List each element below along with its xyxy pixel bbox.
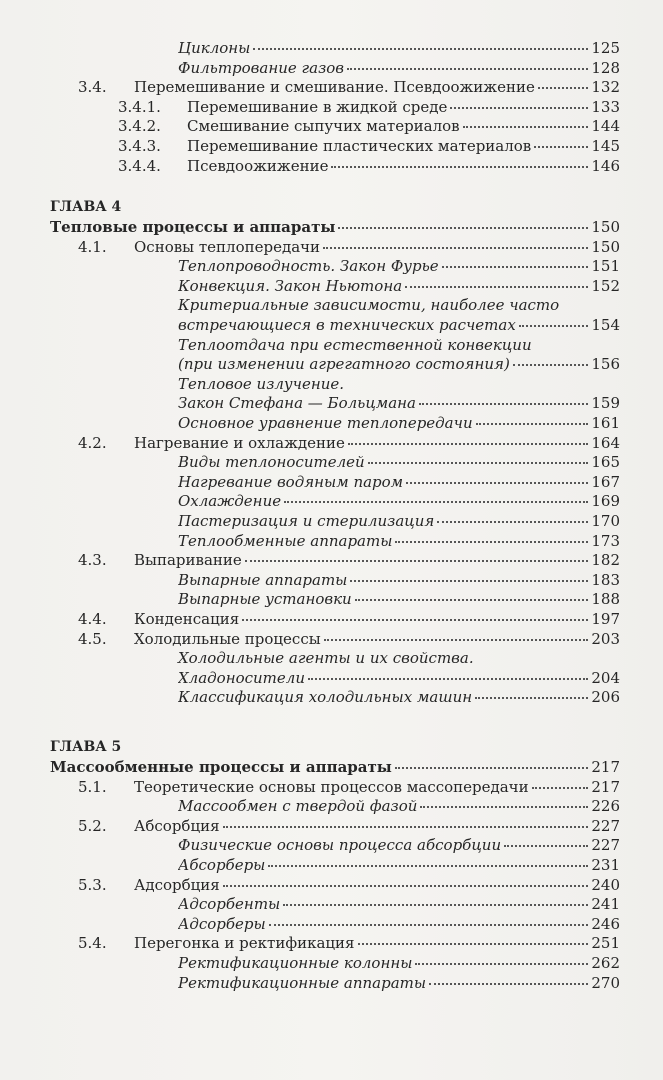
- toc-entry-title: Абсорбция: [134, 816, 220, 835]
- toc-entry-adsorbery[interactable]: [178, 914, 620, 934]
- toc-entry-number: 5.4.: [78, 934, 107, 953]
- toc-entry-title: Перемешивание и смешивание. Псевдоожижение: [134, 78, 535, 97]
- toc-entry-page: 164: [591, 433, 620, 452]
- toc-entry-title: (при изменении агрегатного состояния): [178, 355, 510, 374]
- toc-entry-title: Тепловые процессы и аппараты: [50, 218, 336, 236]
- toc-entry-title: встречающиеся в технических расчетах: [178, 316, 516, 334]
- toc-entry-adsorbenty[interactable]: [178, 894, 620, 914]
- dot-leader: [253, 48, 588, 50]
- dot-leader: [323, 247, 588, 249]
- dot-leader: [284, 501, 588, 503]
- toc-entry-title: Основы теплопередачи: [134, 237, 321, 256]
- dot-leader: [450, 107, 588, 109]
- dot-leader: [513, 364, 589, 366]
- toc-entry-number: 3.4.2.: [118, 117, 161, 136]
- toc-entry-page: 167: [591, 472, 620, 491]
- dot-leader: [532, 787, 589, 789]
- toc-entry-page: 270: [591, 973, 620, 992]
- dot-leader: [405, 286, 588, 288]
- toc-entry-number: 4.1.: [78, 237, 107, 256]
- dot-leader: [476, 423, 589, 425]
- toc-entry-s4-3[interactable]: [78, 550, 620, 570]
- dot-leader: [442, 266, 589, 268]
- toc-entry-number: 4.2.: [78, 433, 107, 452]
- toc-entry-khladonositeli[interactable]: [178, 668, 620, 688]
- dot-leader: [534, 146, 588, 148]
- toc-entry-title: Теоретические основы процессов массопередачи: [134, 777, 529, 796]
- toc-entry-page: 161: [591, 414, 620, 432]
- toc-entry-title: Основное уравнение теплопередачи: [178, 414, 473, 432]
- toc-entry-s3-4-3[interactable]: [118, 136, 620, 156]
- dot-leader: [347, 68, 588, 70]
- toc-entry-page: 165: [591, 453, 620, 472]
- toc-entry-s4-2[interactable]: [78, 433, 620, 453]
- toc-entry-page: 203: [591, 629, 620, 648]
- toc-entry-page: 226: [591, 797, 620, 816]
- toc-entry-page: 231: [591, 856, 620, 874]
- toc-entry-number: 5.3.: [78, 875, 107, 894]
- toc-entry-vyparnye-apparaty[interactable]: [178, 570, 620, 590]
- toc-entry-title: Холодильные агенты и их свойства.: [178, 649, 474, 668]
- dot-leader: [415, 963, 588, 965]
- toc-entry-title: Пастеризация и стерилизация: [178, 512, 435, 530]
- dot-leader: [519, 325, 589, 327]
- toc-entry-s4-4[interactable]: [78, 609, 620, 629]
- toc-entry-title: Конденсация: [134, 610, 240, 628]
- toc-entry-fizicheskie[interactable]: [178, 835, 620, 855]
- toc-entry-page: 217: [591, 777, 620, 796]
- dot-leader: [538, 87, 589, 89]
- dot-leader: [308, 678, 588, 680]
- toc-entry-number: 4.3.: [78, 551, 107, 570]
- toc-entry-title: Теплоотдача при естественной конвекции: [178, 335, 532, 354]
- dot-leader: [355, 599, 589, 601]
- toc-entry-title: Выпарные установки: [178, 590, 352, 609]
- toc-entry-s5-3[interactable]: [78, 875, 620, 895]
- toc-entry-page: 182: [591, 551, 620, 570]
- toc-entry-page: 152: [591, 276, 620, 295]
- toc-entry-title: Циклоны: [178, 39, 251, 57]
- dot-leader: [223, 826, 589, 828]
- toc-entry-page: 241: [591, 895, 620, 914]
- toc-entry-s5-1[interactable]: [78, 777, 620, 797]
- toc-entry-number: 4.4.: [78, 610, 107, 628]
- dot-leader: [463, 126, 589, 128]
- toc-entry-page: 183: [591, 570, 620, 589]
- dot-leader: [504, 845, 588, 847]
- toc-entry-page: 217: [591, 758, 620, 776]
- toc-entry-vidy[interactable]: [178, 452, 620, 472]
- chapter-5-label: ГЛАВА 5: [50, 739, 122, 755]
- toc-entry-absorbery[interactable]: [178, 855, 620, 875]
- toc-entry-title: Тепловое излучение.: [178, 374, 345, 393]
- dot-leader: [420, 806, 588, 808]
- toc-entry-klassifikatsiya[interactable]: [178, 687, 620, 707]
- toc-entry-page: 227: [591, 836, 620, 855]
- toc-entry-title: Классификация холодильных машин: [178, 688, 473, 707]
- toc-entry-title: Выпарные аппараты: [178, 570, 348, 589]
- toc-entry-page: 170: [591, 512, 620, 530]
- toc-entry-page: 204: [591, 668, 620, 687]
- toc-entry-number: 5.1.: [78, 777, 107, 796]
- dot-leader: [395, 767, 589, 769]
- toc-entry-page: 145: [591, 137, 620, 155]
- toc-entry-s3-4-2[interactable]: [118, 116, 620, 136]
- toc-entry-title: Смешивание сыпучих материалов: [187, 117, 460, 136]
- toc-entry-page: 132: [591, 78, 620, 97]
- toc-entry-title: Теплообменные аппараты: [178, 531, 393, 550]
- toc-entry-page: 156: [591, 355, 620, 374]
- toc-entry-page: 150: [591, 218, 620, 236]
- toc-entry-title: Ректификационные аппараты: [178, 973, 427, 992]
- toc-entry-page: 206: [591, 688, 620, 707]
- dot-leader: [283, 904, 588, 906]
- toc-entry-title: Нагревание и охлаждение: [134, 433, 345, 452]
- toc-entry-title: Охлаждение: [178, 492, 282, 511]
- toc-entry-title: Критериальные зависимости, наиболее часто: [178, 296, 560, 315]
- dot-leader: [324, 639, 589, 641]
- toc-entry-page: 151: [591, 257, 620, 276]
- toc-entry-okhlazhdenie[interactable]: [178, 491, 620, 511]
- toc-entry-nagrevanie-parom[interactable]: [178, 472, 620, 492]
- toc-entry-page: 159: [591, 394, 620, 413]
- toc-entry-title: Адсорберы: [178, 914, 266, 933]
- toc-entry-number: 3.4.3.: [118, 137, 161, 155]
- toc-entry-number: 3.4.: [78, 78, 107, 97]
- toc-entry-title: Конвекция. Закон Ньютона: [178, 276, 403, 295]
- dot-leader: [406, 482, 588, 484]
- toc-entry-title: Перемешивание пластических материалов: [187, 137, 532, 155]
- toc-entry-number: 3.4.1.: [118, 97, 161, 116]
- toc-entry-title: Ректификационные колонны: [178, 954, 413, 972]
- toc-entry-title: Выпаривание: [134, 551, 242, 570]
- toc-entry-number: 3.4.4.: [118, 156, 161, 175]
- dot-leader: [223, 885, 589, 887]
- dot-leader: [338, 227, 588, 229]
- toc-entry-s4-5[interactable]: [78, 629, 620, 649]
- toc-entry-title: Нагревание водяным паром: [178, 472, 404, 491]
- toc-entry-page: 240: [591, 875, 620, 894]
- dot-leader: [419, 403, 588, 405]
- chapter-4-label: ГЛАВА 4: [50, 199, 122, 215]
- toc-entry-title: Физические основы процесса абсорбции: [178, 836, 502, 855]
- toc-entry-title: Псевдоожижение: [187, 156, 329, 175]
- toc-entry-page: 125: [591, 39, 620, 57]
- toc-entry-title: Закон Стефана — Больцмана: [178, 394, 416, 413]
- toc-entry-title: Массообменные процессы и аппараты: [50, 758, 392, 776]
- toc-entry-page: 173: [591, 531, 620, 550]
- toc-entry-title: Абсорберы: [178, 856, 266, 874]
- toc-entry-vyparnye-ustanovki[interactable]: [178, 589, 620, 609]
- toc-entry-page: 128: [591, 58, 620, 77]
- toc-entry-title: Перемешивание в жидкой среде: [187, 97, 448, 116]
- dot-leader: [331, 166, 588, 168]
- toc-entry-konvektsiya[interactable]: [178, 276, 620, 296]
- toc-entry-chapter-5-title[interactable]: [50, 757, 620, 777]
- dot-leader: [437, 521, 588, 523]
- dot-leader: [268, 865, 588, 867]
- toc-entry-title: Холодильные процессы: [134, 629, 321, 648]
- toc-entry-page: 146: [591, 156, 620, 175]
- toc-entry-kholodilnye-agenty[interactable]: [178, 648, 620, 668]
- toc-entry-pasterizatsiya[interactable]: [178, 511, 620, 531]
- toc-entry-page: 188: [591, 590, 620, 609]
- toc-entry-page: 197: [591, 610, 620, 628]
- toc-entry-page: 144: [591, 117, 620, 136]
- toc-entry-s5-4[interactable]: [78, 933, 620, 953]
- toc-entry-page: 251: [591, 934, 620, 953]
- dot-leader: [358, 943, 589, 945]
- toc-entry-title: Массообмен с твердой фазой: [178, 797, 418, 816]
- toc-entry-title: Виды теплоносителей: [178, 453, 365, 472]
- toc-entry-page: 154: [591, 316, 620, 334]
- dot-leader: [269, 924, 589, 926]
- toc-entry-page: 133: [591, 97, 620, 116]
- toc-entry-page: 262: [591, 954, 620, 972]
- toc-entry-title: Хладоносители: [178, 668, 305, 687]
- toc-entry-massoobmen[interactable]: [178, 796, 620, 816]
- toc-entry-title: Теплопроводность. Закон Фурье: [178, 257, 439, 276]
- toc-entry-kriterialnye-1[interactable]: [178, 295, 620, 315]
- toc-entry-title: Адсорбция: [134, 875, 220, 894]
- dot-leader: [245, 560, 589, 562]
- dot-leader: [350, 580, 588, 582]
- toc-entry-osnovnoe[interactable]: [178, 413, 620, 433]
- toc-entry-teplootdacha-1[interactable]: [178, 335, 620, 355]
- toc-entry-s5-2[interactable]: [78, 816, 620, 836]
- toc-entry-teploprovodnost[interactable]: [178, 256, 620, 276]
- dot-leader: [368, 462, 589, 464]
- toc-entry-page: 150: [591, 237, 620, 256]
- toc-entry-rektif-kolonny[interactable]: [178, 953, 620, 973]
- toc-entry-chapter-4-title[interactable]: [50, 217, 620, 237]
- toc-entry-s4-1[interactable]: [78, 237, 620, 257]
- toc-entry-teploobmennye[interactable]: [178, 531, 620, 551]
- toc-entry-kriterialnye-2[interactable]: [178, 315, 620, 335]
- dot-leader: [429, 983, 588, 985]
- toc-entry-page: 227: [591, 816, 620, 835]
- toc-entry-s3-4[interactable]: [78, 77, 620, 97]
- dot-leader: [475, 697, 588, 699]
- toc-entry-page: 169: [591, 492, 620, 511]
- toc-entry-number: 4.5.: [78, 629, 107, 648]
- toc-entry-teplovoe-2[interactable]: [178, 393, 620, 413]
- toc-entry-tsiklony[interactable]: [178, 38, 620, 58]
- toc-entry-page: 246: [591, 914, 620, 933]
- dot-leader: [242, 619, 588, 621]
- toc-entry-teplovoe-1[interactable]: [178, 374, 620, 394]
- dot-leader: [395, 541, 588, 543]
- toc-entry-filtrovanie[interactable]: [178, 58, 620, 78]
- toc-entry-title: Адсорбенты: [178, 895, 281, 914]
- toc-entry-number: 5.2.: [78, 816, 107, 835]
- toc-entry-s3-4-4[interactable]: [118, 156, 620, 176]
- toc-entry-title: Перегонка и ректификация: [134, 934, 355, 953]
- dot-leader: [348, 443, 588, 445]
- toc-entry-s3-4-1[interactable]: [118, 97, 620, 117]
- toc-entry-rektif-apparaty[interactable]: [178, 973, 620, 993]
- toc-entry-title: Фильтрование газов: [178, 58, 345, 77]
- toc-entry-teplootdacha-2[interactable]: [178, 354, 620, 374]
